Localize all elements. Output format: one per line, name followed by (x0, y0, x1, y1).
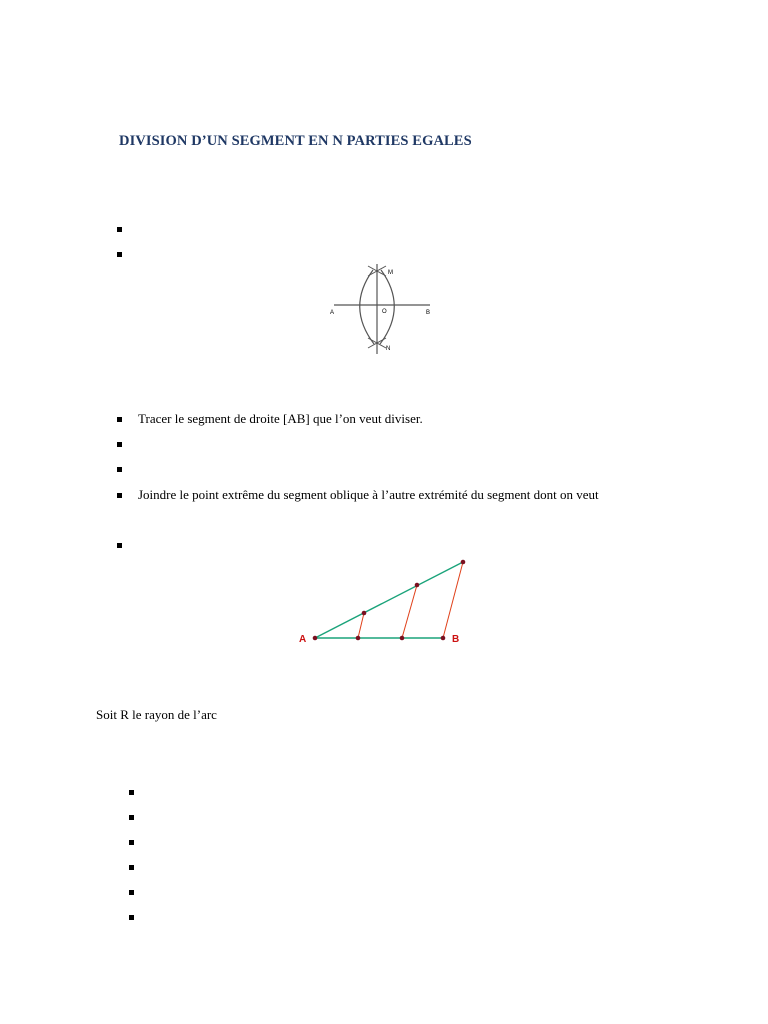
step-trace-segment: Tracer le segment de droite [AB] que l’on veut diviser. (138, 411, 423, 426)
bullet-marker (117, 442, 122, 447)
mediatrice-figure (328, 262, 438, 357)
label-a: A (299, 634, 307, 645)
page-title: DIVISION D’UN SEGMENT EN N PARTIES EGALES (119, 133, 472, 149)
bullet-marker (117, 252, 122, 257)
label-n: N (386, 346, 391, 352)
bullet-marker (117, 493, 122, 498)
bullet-marker (117, 227, 122, 232)
label-b: B (452, 634, 460, 645)
division-figure (295, 552, 475, 652)
bullet-marker (129, 890, 134, 895)
label-a: A (330, 310, 335, 316)
step-join-point: Joindre le point extrême du segment oblique à l’autre extrémité du segment dont on veut (138, 487, 599, 502)
label-b: B (426, 310, 431, 316)
bullet-marker (129, 790, 134, 795)
arc-radius-text: Soit R le rayon de l’arc (96, 707, 217, 722)
bullet-marker (129, 815, 134, 820)
bullet-marker (117, 543, 122, 548)
bullet-marker (117, 467, 122, 472)
bullet-marker (129, 840, 134, 845)
bullet-marker (129, 865, 134, 870)
bullet-marker (117, 417, 122, 422)
label-o: O (382, 309, 387, 315)
bullet-marker (129, 915, 134, 920)
label-m: M (388, 270, 393, 276)
